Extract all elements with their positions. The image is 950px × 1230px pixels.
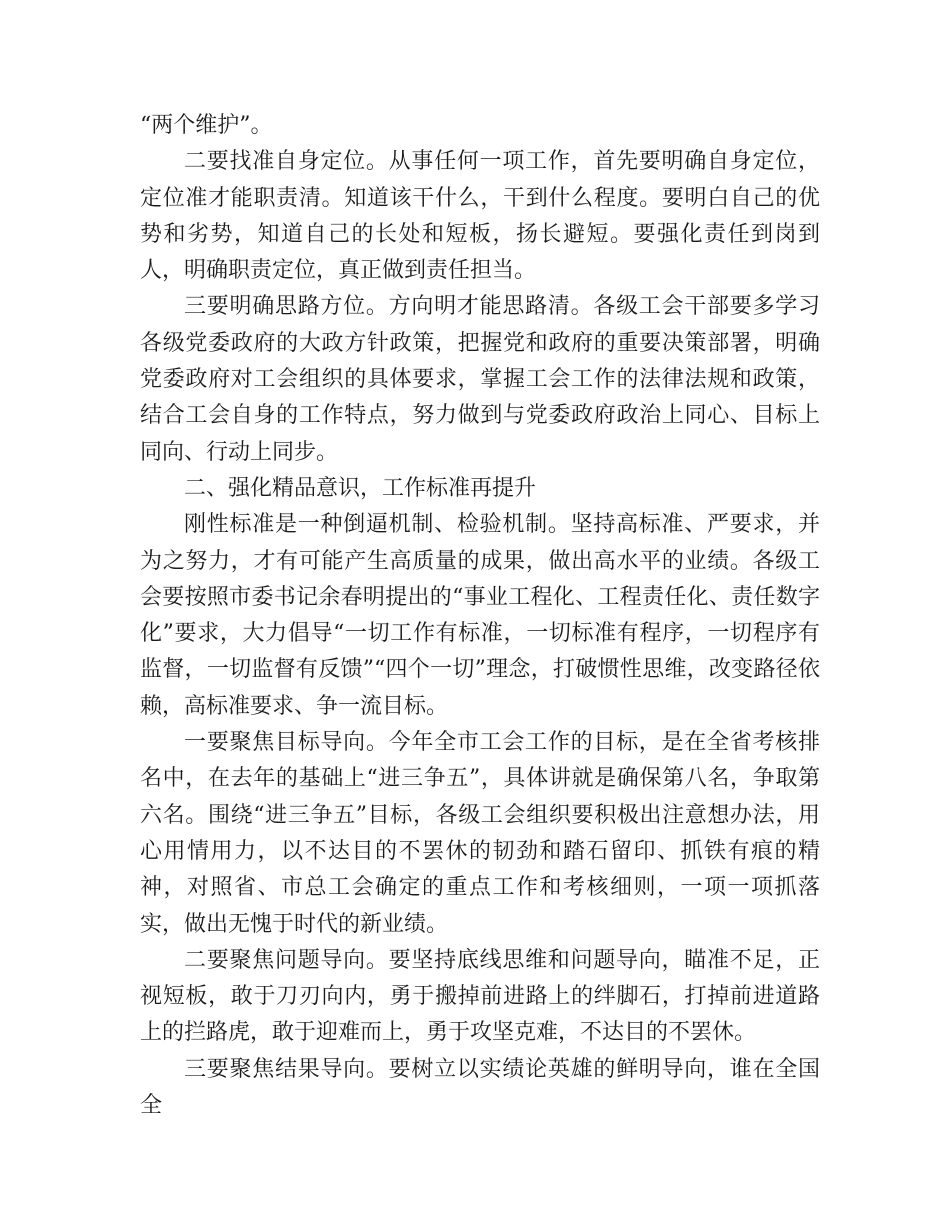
- section-heading: 二、强化精品意识，工作标准再提升: [184, 475, 537, 501]
- document-body: [140, 108, 820, 1124]
- paragraph-2: 二要找准自身定位。从事任何一项工作，首先要明确自身定位，定位准才能职责清。知道该干什么，干到什么程度。要明白自己的优势和劣势，知道自己的长处和短板，扬长避短。要强化责任到岗到人，明确职责定位，真正做到责任担当。: [140, 149, 820, 284]
- paragraph-3: 三要明确思路方位。方向明才能思路清。各级工会干部要多学习各级党委政府的大政方针政策，把握党和政府的重要决策部署，明确党委政府对工会组织的具体要求，掌握工会工作的法律法规和政策，结合工会自身的工作特点，努力做到与党委政府政治上同心、目标上同向、行动上同步。: [140, 294, 820, 465]
- paragraph-7: 二要聚焦问题导向。要坚持底线思维和问题导向，瞄准不足，正视短板，敢于刀刃向内，勇于搬掉前进路上的绊脚石，打掉前进道路上的拦路虎，敢于迎难而上，勇于攻坚克难，不达目的不罢休。: [140, 947, 820, 1046]
- paragraph-5: 刚性标准是一种倒逼机制、检验机制。坚持高标准、严要求，并为之努力，才有可能产生高质量的成果，做出高水平的业绩。各级工会要按照市委书记余春明提出的“事业工程化、工程责任化、责任数字化”要求，大力倡导“一切工作有标准，一切标准有程序，一切程序有监督，一切监督有反馈”“四个一切”理念，打破惯性思维，改变路径依赖，高标准要求、争一流目标。: [140, 512, 820, 719]
- paragraph-1: “两个维护”。: [140, 113, 273, 138]
- paragraph-6: 一要聚焦目标导向。今年全市工会工作的目标，是在全省考核排名中，在去年的基础上“进三争五”，具体讲就是确保第八名，争取第六名。围绕“进三争五”目标，各级工会组织要积极出注意想办法，用心用情用力，以不达目的不罢休的韧劲和踏石留印、抓铁有痕的精神，对照省、市总工会确定的重点工作和考核细则，一项一项抓落实，做出无愧于时代的新业绩。: [140, 730, 820, 937]
- paragraph-8: 三要聚焦结果导向。要树立以实绩论英雄的鲜明导向，谁在全国全: [140, 1056, 820, 1119]
